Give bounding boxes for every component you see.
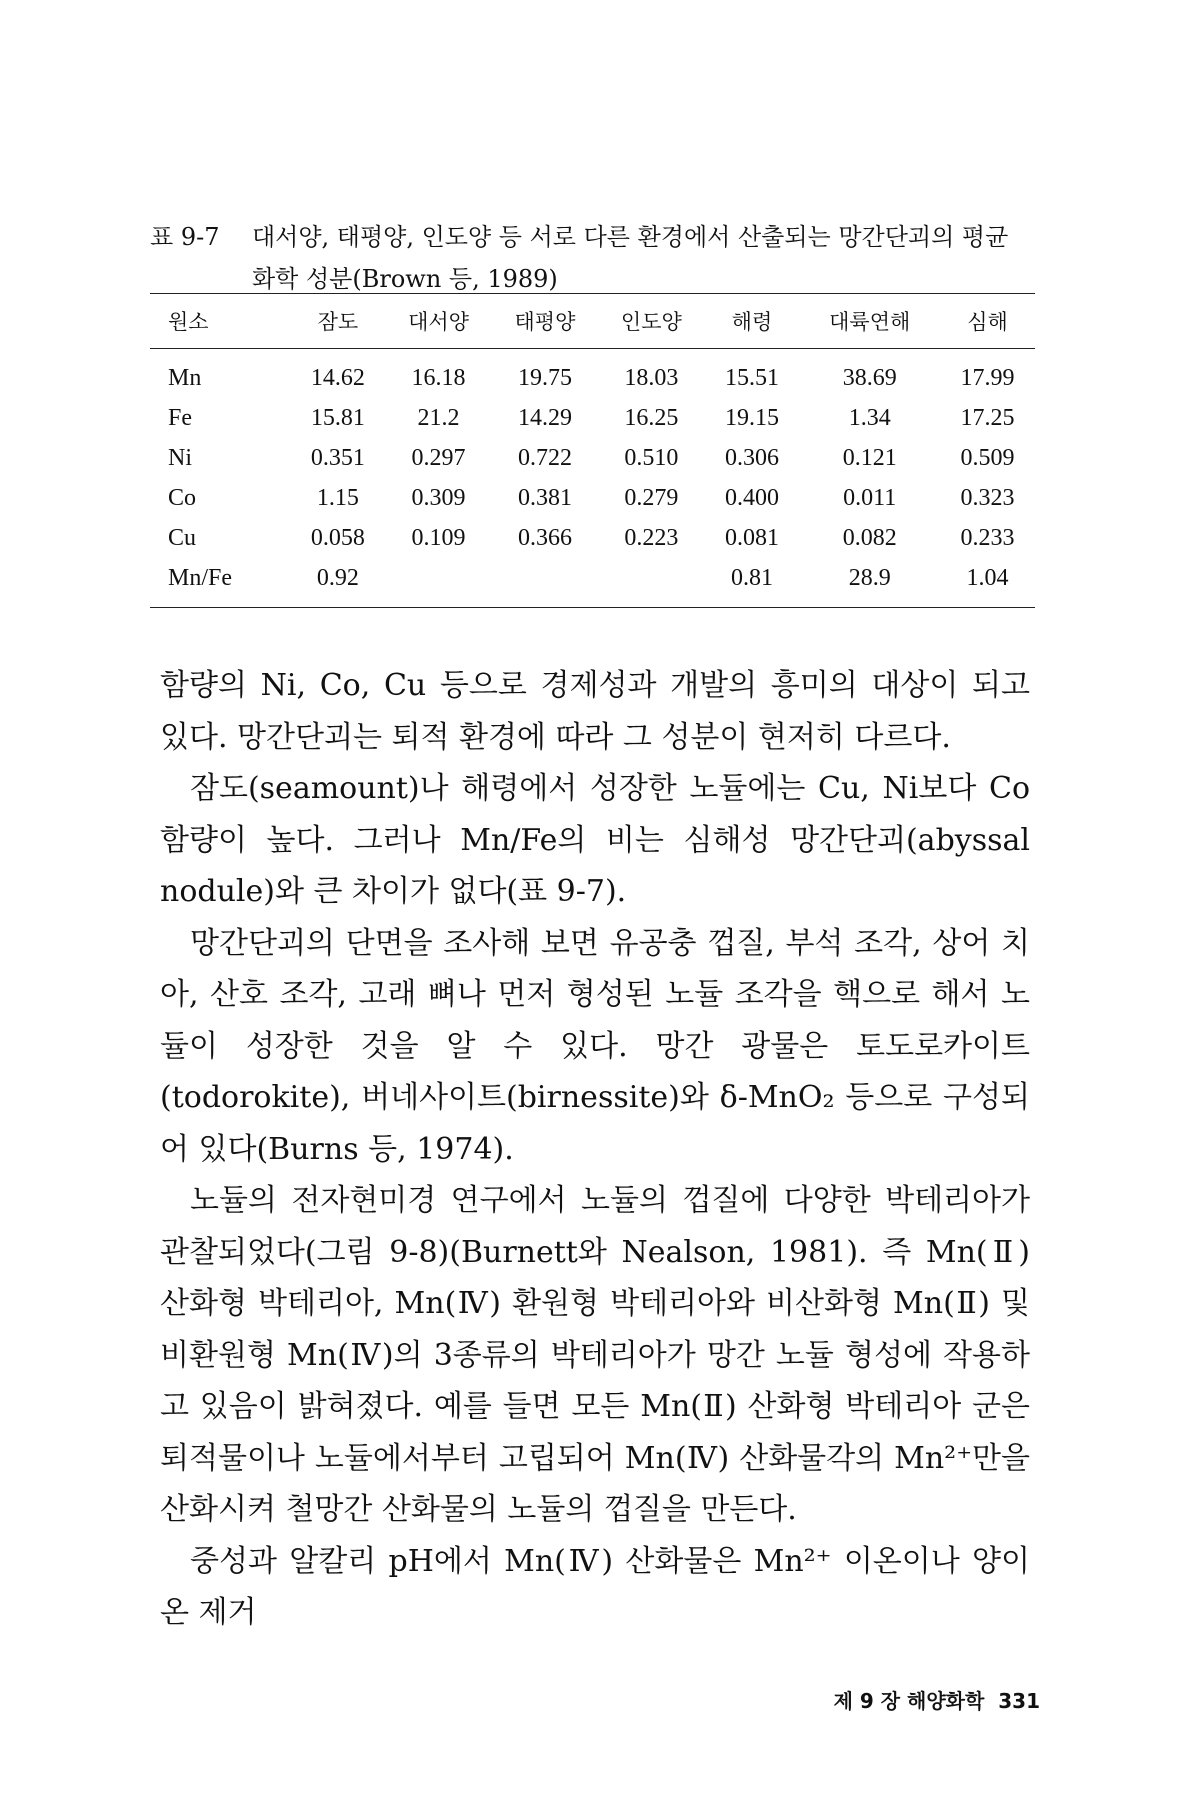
table-cell: 0.92 (291, 558, 386, 608)
caption-line-2: 화학 성분(Brown 등, 1989) (252, 265, 558, 293)
table-cell: 1.34 (848, 404, 891, 431)
paragraph-1: 함량의 Ni, Co, Cu 등으로 경제성과 개발의 흥미의 대상이 되고 있다. 망간단괴는 퇴적 환경에 따라 그 성분이 현저히 다르다. (160, 668, 1030, 755)
table-row (150, 478, 1035, 518)
header-continental-margin: 대륙연해 (799, 294, 940, 349)
table-cell: 19.15 (724, 404, 779, 431)
table-cell: Fe (168, 404, 192, 431)
table-row (150, 398, 1035, 438)
header-deep-sea: 심해 (940, 294, 1035, 349)
table-cell: 28.9 (799, 558, 940, 608)
table-cell: 17.25 (960, 404, 1015, 431)
table-cell: 0.279 (624, 484, 679, 511)
header-element: 원소 (150, 294, 291, 349)
table-cell: 0.306 (724, 444, 779, 471)
body-text (160, 660, 1030, 1639)
table-cell: 14.62 (310, 364, 365, 391)
table-cell: Mn (168, 364, 202, 391)
table-cell: 0.109 (411, 524, 466, 551)
paragraph-3: 망간단괴의 단면을 조사해 보면 유공충 껍질, 부석 조각, 상어 치아, 산호 조각, 고래 뼈나 먼저 형성된 노듈 조각을 핵으로 해서 노듈이 성장한 것을 알 수 있다. 망간 광물은 토도로카이트(todorokite), 버네사이트(birnessite)와 δ-MnO₂ 등으로 구성되어 있다(Burns 등, 1974). (160, 925, 1030, 1167)
table-cell: 0.81 (705, 558, 800, 608)
table-cell: 0.233 (960, 524, 1015, 551)
table-cell: 0.400 (724, 484, 779, 511)
table-cell: Cu (168, 524, 197, 551)
header-seamount: 잠도 (291, 294, 386, 349)
table-row (150, 558, 1035, 608)
table-cell: 0.121 (842, 444, 897, 471)
table-cell: 0.509 (960, 444, 1015, 471)
header-ridge: 해령 (705, 294, 800, 349)
table-cell: 0.081 (724, 524, 779, 551)
table-label: 표 9-7 (150, 223, 220, 251)
table-cell: 1.15 (316, 484, 359, 511)
table-cell: 15.51 (724, 364, 779, 391)
table-cell: 16.18 (411, 364, 466, 391)
paragraph-5: 중성과 알칼리 pH에서 Mn(Ⅳ) 산화물은 Mn²⁺ 이온이나 양이온 제거 (160, 1543, 1030, 1630)
table-cell: 19.75 (517, 364, 572, 391)
table-cell: 0.323 (960, 484, 1015, 511)
table-row (150, 438, 1035, 478)
table-cell: 0.309 (411, 484, 466, 511)
table-cell: 15.81 (310, 404, 365, 431)
table-cell: 17.99 (960, 364, 1015, 391)
table-cell: 1.04 (940, 558, 1035, 608)
table-cell: 0.297 (411, 444, 466, 471)
header-indian: 인도양 (598, 294, 704, 349)
table-row (150, 518, 1035, 558)
table-cell: 0.351 (310, 444, 365, 471)
table-cell: 0.223 (624, 524, 679, 551)
caption-line-1: 대서양, 태평양, 인도양 등 서로 다른 환경에서 산출되는 망간단괴의 평균 (252, 223, 1009, 251)
table-cell: 18.03 (624, 364, 679, 391)
table-cell: 38.69 (842, 364, 897, 391)
page-number: 331 (998, 1689, 1040, 1713)
paragraph-4: 노듈의 전자현미경 연구에서 노듈의 껍질에 다양한 박테리아가 관찰되었다(그림 9-8)(Burnett와 Nealson, 1981). 즉 Mn(Ⅱ) 산화형 박테리아, Mn(Ⅳ) 환원형 박테리아와 비산화형 Mn(Ⅱ) 및 비환원형 Mn(Ⅳ)의 3종류의 박테리아가 망간 노듈 형성에 작용하고 있음이 밝혀졌다. 예를 들면 모든 Mn(Ⅱ) 산화형 박테리아 군은 퇴적물이나 노듈에서부터 고립되어 Mn(Ⅳ) 산화물각의 Mn²⁺만을 산화시켜 철망간 산화물의 노듈의 껍질을 만든다. (160, 1183, 1030, 1527)
table-cell: 0.058 (310, 524, 365, 551)
table-cell: 0.722 (517, 444, 572, 471)
table-header-row (150, 294, 1035, 349)
table-cell: 0.366 (517, 524, 572, 551)
table-cell: 14.29 (517, 404, 572, 431)
table-cell (385, 558, 491, 608)
table-caption (150, 216, 1050, 300)
table-cell: 0.082 (842, 524, 897, 551)
table-cell: 0.011 (843, 484, 897, 511)
table-cell: Ni (168, 444, 192, 471)
table-cell: 0.381 (517, 484, 572, 511)
paragraph-2: 잠도(seamount)나 해령에서 성장한 노듈에는 Cu, Ni보다 Co 함량이 높다. 그러나 Mn/Fe의 비는 심해성 망간단괴(abyssal nodule)와 큰 차이가 없다(표 9-7). (160, 771, 1030, 909)
table-cell: 0.510 (624, 444, 679, 471)
composition-table (150, 293, 1035, 608)
table-row (150, 349, 1035, 399)
header-atlantic: 대서양 (385, 294, 491, 349)
table-cell (598, 558, 704, 608)
table-cell (492, 558, 598, 608)
header-pacific: 태평양 (492, 294, 598, 349)
chapter-title: 제 9 장 해양화학 (833, 1689, 985, 1713)
table-cell: Co (168, 484, 197, 511)
table-cell: 21.2 (417, 404, 460, 431)
table-cell: 16.25 (624, 404, 679, 431)
table-cell: Mn/Fe (150, 558, 291, 608)
page-footer (790, 1685, 1040, 1714)
